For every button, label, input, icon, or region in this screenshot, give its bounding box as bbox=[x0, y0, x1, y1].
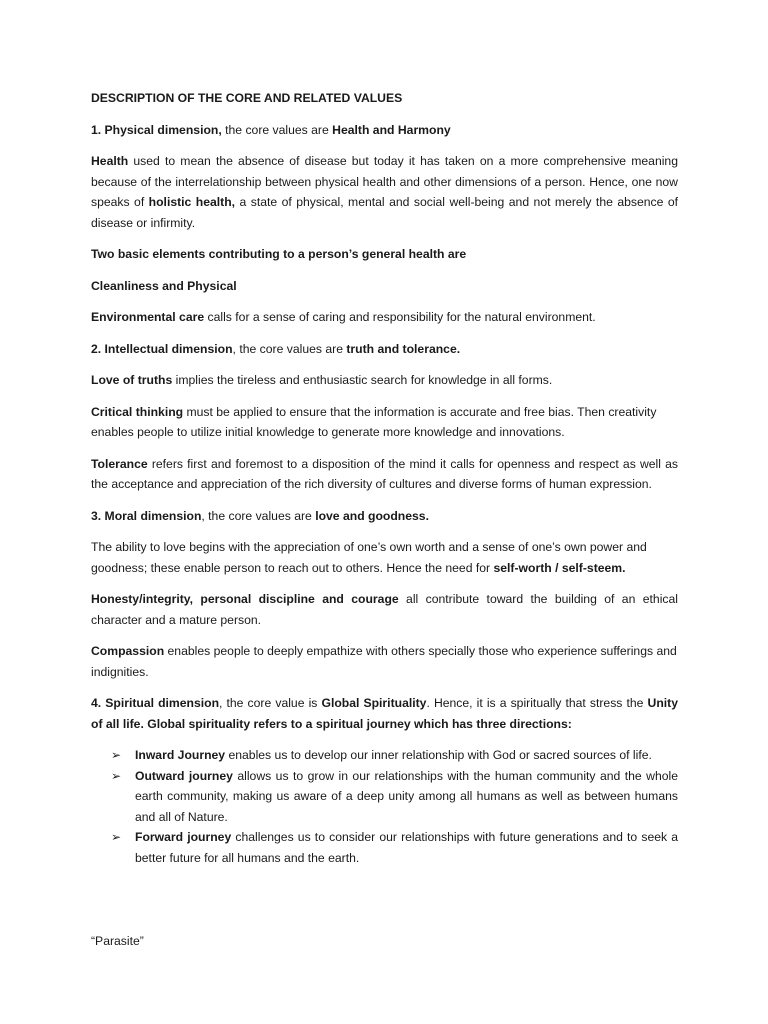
document-heading: DESCRIPTION OF THE CORE AND RELATED VALUES bbox=[91, 91, 403, 105]
paragraph-compassion: Compassion enables people to deeply empathize with others specially those who experience sufferings and indignities. bbox=[91, 644, 677, 679]
paragraph-love-of-truths: Love of truths implies the tireless and enthusiastic search for knowledge in all forms. bbox=[91, 373, 553, 387]
section-physical-title: 1. Physical dimension, the core values are Health and Harmony bbox=[91, 122, 451, 137]
paragraph-ability-to-love: The ability to love begins with the appreciation of one’s own worth and a sense of one’s own power and goodness; these enable person to reach out to others. Hence the need for self-worth / self-steem. bbox=[91, 540, 647, 575]
list-item-outward-journey: ➢ Outward journey allows us to grow in our relationships with the human community and the whole earth community, making us aware of a deep unity among all humans as well as between humans and all of Nature. bbox=[135, 766, 678, 828]
paragraph-cleanliness: Cleanliness and Physical bbox=[91, 278, 237, 293]
footer-quote: “Parasite” bbox=[91, 934, 144, 948]
paragraph-environmental-care: Environmental care calls for a sense of caring and responsibility for the natural environment. bbox=[91, 310, 596, 324]
list-item-inward-journey: ➢ Inward Journey enables us to develop our inner relationship with God or sacred sources of life. bbox=[135, 745, 678, 766]
paragraph-critical-thinking: Critical thinking must be applied to ensure that the information is accurate and free bias. Then creativity enables people to utilize initial knowledge to generate more knowledge and innovations. bbox=[91, 404, 657, 439]
paragraph-health: Health used to mean the absence of disease but today it has taken on a more comprehensive meaning because of the interrelationship between physical health and other dimensions of a person. Hence, one now speaks of holistic health, a state of physical, mental and social well-being and not merely the absence of disease or infirmity. bbox=[91, 154, 678, 230]
arrow-bullet-icon: ➢ bbox=[111, 830, 122, 844]
section-intellectual-title: 2. Intellectual dimension, the core values are truth and tolerance. bbox=[91, 341, 461, 356]
arrow-bullet-icon: ➢ bbox=[111, 748, 122, 762]
document-body bbox=[91, 88, 678, 868]
journey-list bbox=[91, 745, 678, 868]
paragraph-honesty: Honesty/integrity, personal discipline and courage all contribute toward the building of an ethical character and a mature person. bbox=[91, 592, 678, 627]
section-spiritual-title: 4. Spiritual dimension, the core value is Global Spirituality. Hence, it is a spiritually that stress the Unity of all life. Global spirituality refers to a spiritual journey which has three directions: bbox=[91, 696, 678, 731]
arrow-bullet-icon: ➢ bbox=[111, 768, 122, 783]
section-moral-title: 3. Moral dimension, the core values are love and goodness. bbox=[91, 508, 429, 523]
paragraph-basic-elements: Two basic elements contributing to a person’s general health are bbox=[91, 247, 467, 261]
list-item-forward-journey: ➢ Forward journey challenges us to consider our relationships with future generations and to seek a better future for all humans and the earth. bbox=[135, 827, 678, 868]
paragraph-tolerance: Tolerance refers first and foremost to a disposition of the mind it calls for openness and respect as well as the acceptance and appreciation of the rich diversity of cultures and diverse forms of human expression. bbox=[91, 456, 678, 491]
